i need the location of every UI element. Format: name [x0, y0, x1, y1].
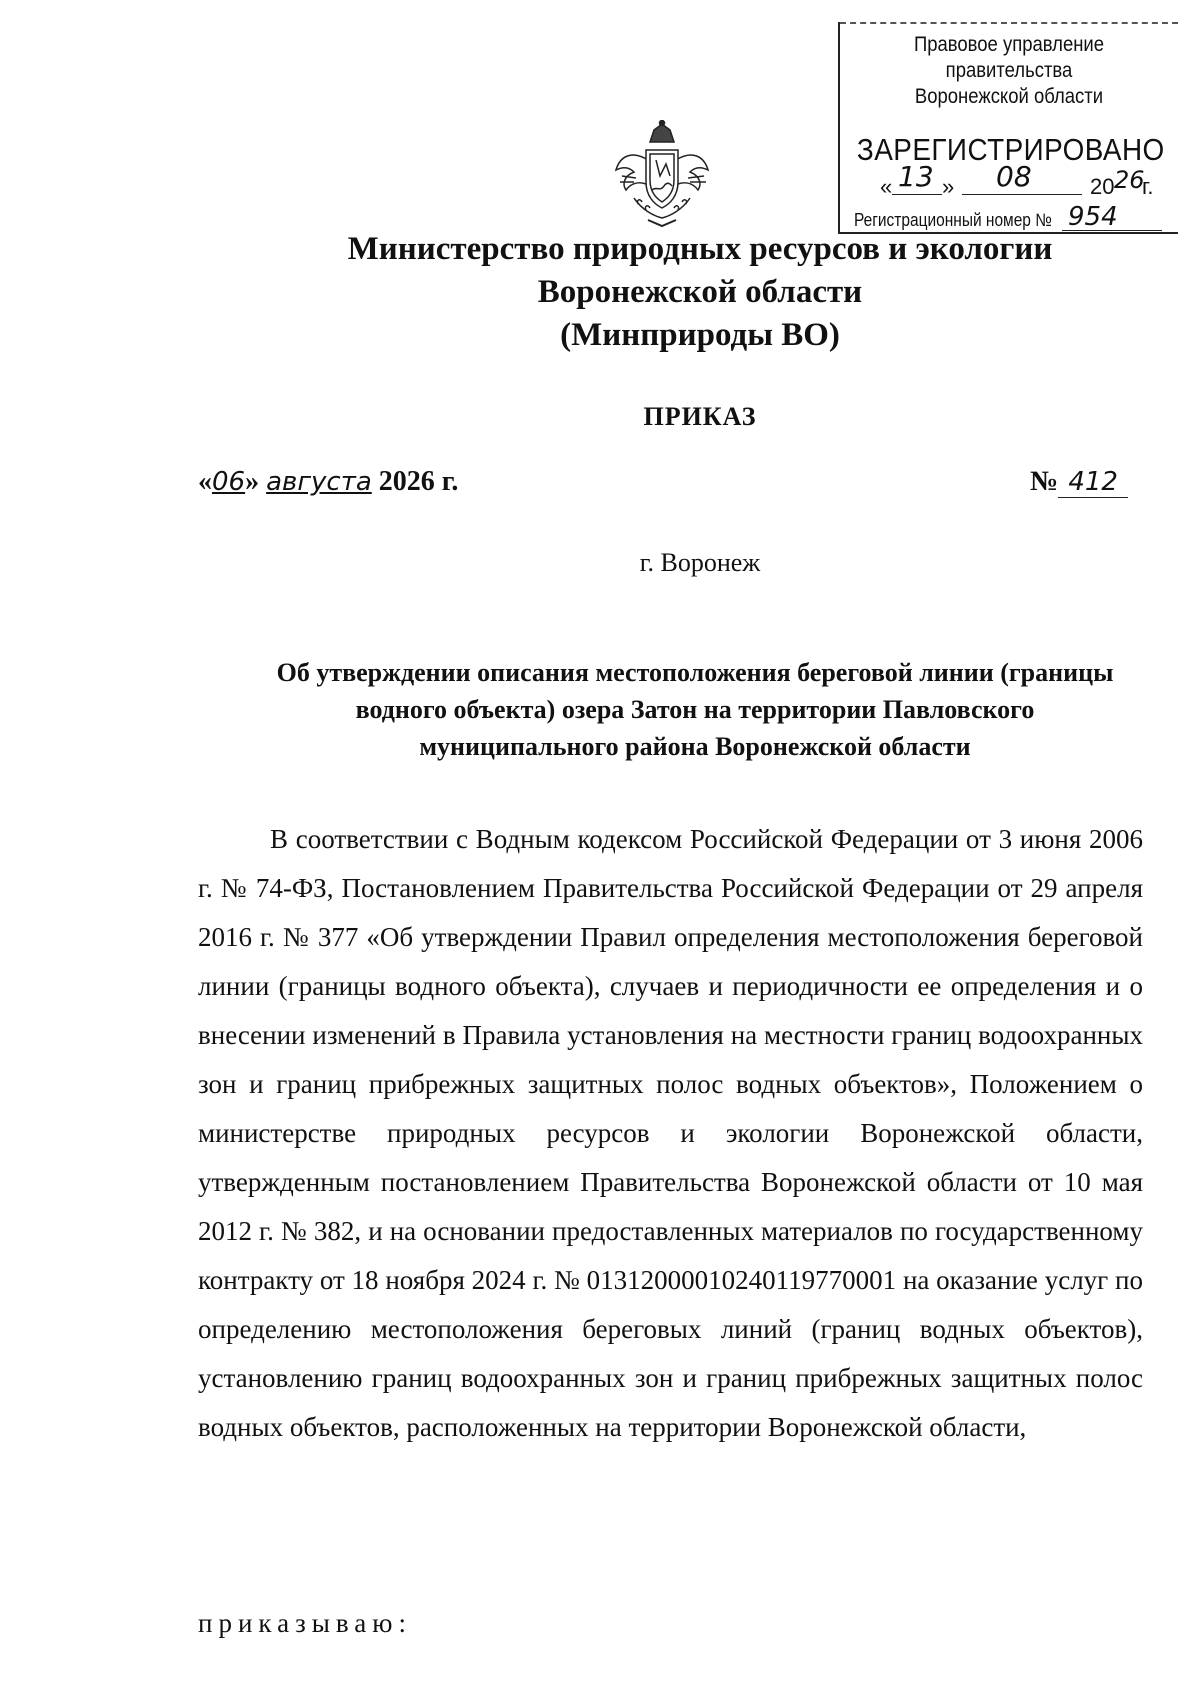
stamp-date	[880, 160, 1170, 200]
stamp-reg-number: 954	[1068, 202, 1118, 232]
registration-stamp	[838, 22, 1178, 234]
stamp-month: 08	[996, 160, 1032, 193]
order-title: ПРИКАЗ	[643, 402, 757, 431]
stamp-year-prefix: 20	[1090, 174, 1115, 199]
stamp-year-suffix: 26	[1114, 166, 1145, 194]
coat-of-arms-emblem	[612, 120, 712, 228]
ministry-line2: Воронежской области	[537, 274, 863, 310]
subject-line3: муниципального района Воронежской области	[419, 732, 971, 761]
stamp-year-unit: г.	[1142, 174, 1154, 199]
stamp-day-line	[892, 194, 942, 195]
stamp-organization	[860, 32, 1157, 110]
order-date-year: 2026 г.	[378, 466, 459, 497]
ministry-heading	[0, 228, 1200, 357]
order-city: г. Воронеж	[639, 548, 761, 577]
stamp-quote-open: «	[880, 174, 893, 199]
stamp-org-line1: Правовое управление правительства	[913, 33, 1105, 82]
order-number-label: №	[1030, 466, 1059, 497]
stamp-reg-number-label: Регистрационный номер №	[854, 210, 1052, 230]
order-date	[198, 466, 458, 498]
order-directive-word: приказываю:	[198, 1608, 412, 1638]
order-date-quote-open: «	[198, 466, 212, 497]
order-date-day: 06	[212, 467, 246, 497]
order-date-month: августа	[266, 467, 372, 497]
stamp-day: 13	[898, 160, 934, 193]
order-subject	[190, 654, 1200, 765]
order-date-quote-close: »	[245, 466, 260, 497]
stamp-registered-label: ЗАРЕГИСТРИРОВАНО	[856, 132, 1165, 167]
ministry-line3: (Минприроды ВО)	[560, 317, 840, 353]
subject-line2: водного объекта) озера Затон на территории Павловского	[355, 695, 1035, 724]
subject-line1: Об утверждении описания местоположения береговой линии (границы	[276, 658, 1114, 687]
order-body-paragraph: В соответствии с Водным кодексом Российской Федерации от 3 июня 2006 г. № 74-ФЗ, Постановлением Правительства Российской Федерации от 29 апреля 2016 г. № 377 «Об утверждении Правил определения местоположения береговой линии (границы водного объекта), случаев и периодичности ее определения и о внесении изменений в Правила установления на местности границ водоохранных зон и границ прибрежных защитных полос водных объектов», Положением о министерстве природных ресурсов и экологии Воронежской области, утвержденным постановлением Правительства Воронежской области от 10 мая 2012 г. № 382, и на основании предоставленных материалов по государственному контракту от 18 ноября 2024 г. № 01312000010240119770001 на оказание услуг по определению местоположения береговых линий (границ водных объектов), установлению границ водоохранных зон и границ прибрежных защитных полос водных объектов, расположенных на территории Воронежской области,	[198, 824, 1143, 1442]
stamp-top-border	[840, 22, 1178, 24]
stamp-month-line	[962, 194, 1082, 195]
stamp-quote-close: »	[942, 174, 955, 199]
order-number-value: 412	[1058, 467, 1128, 498]
stamp-org-line2: Воронежской области	[914, 85, 1104, 108]
order-number	[1030, 466, 1128, 498]
ministry-line1: Министерство природных ресурсов и экологии	[347, 231, 1053, 267]
